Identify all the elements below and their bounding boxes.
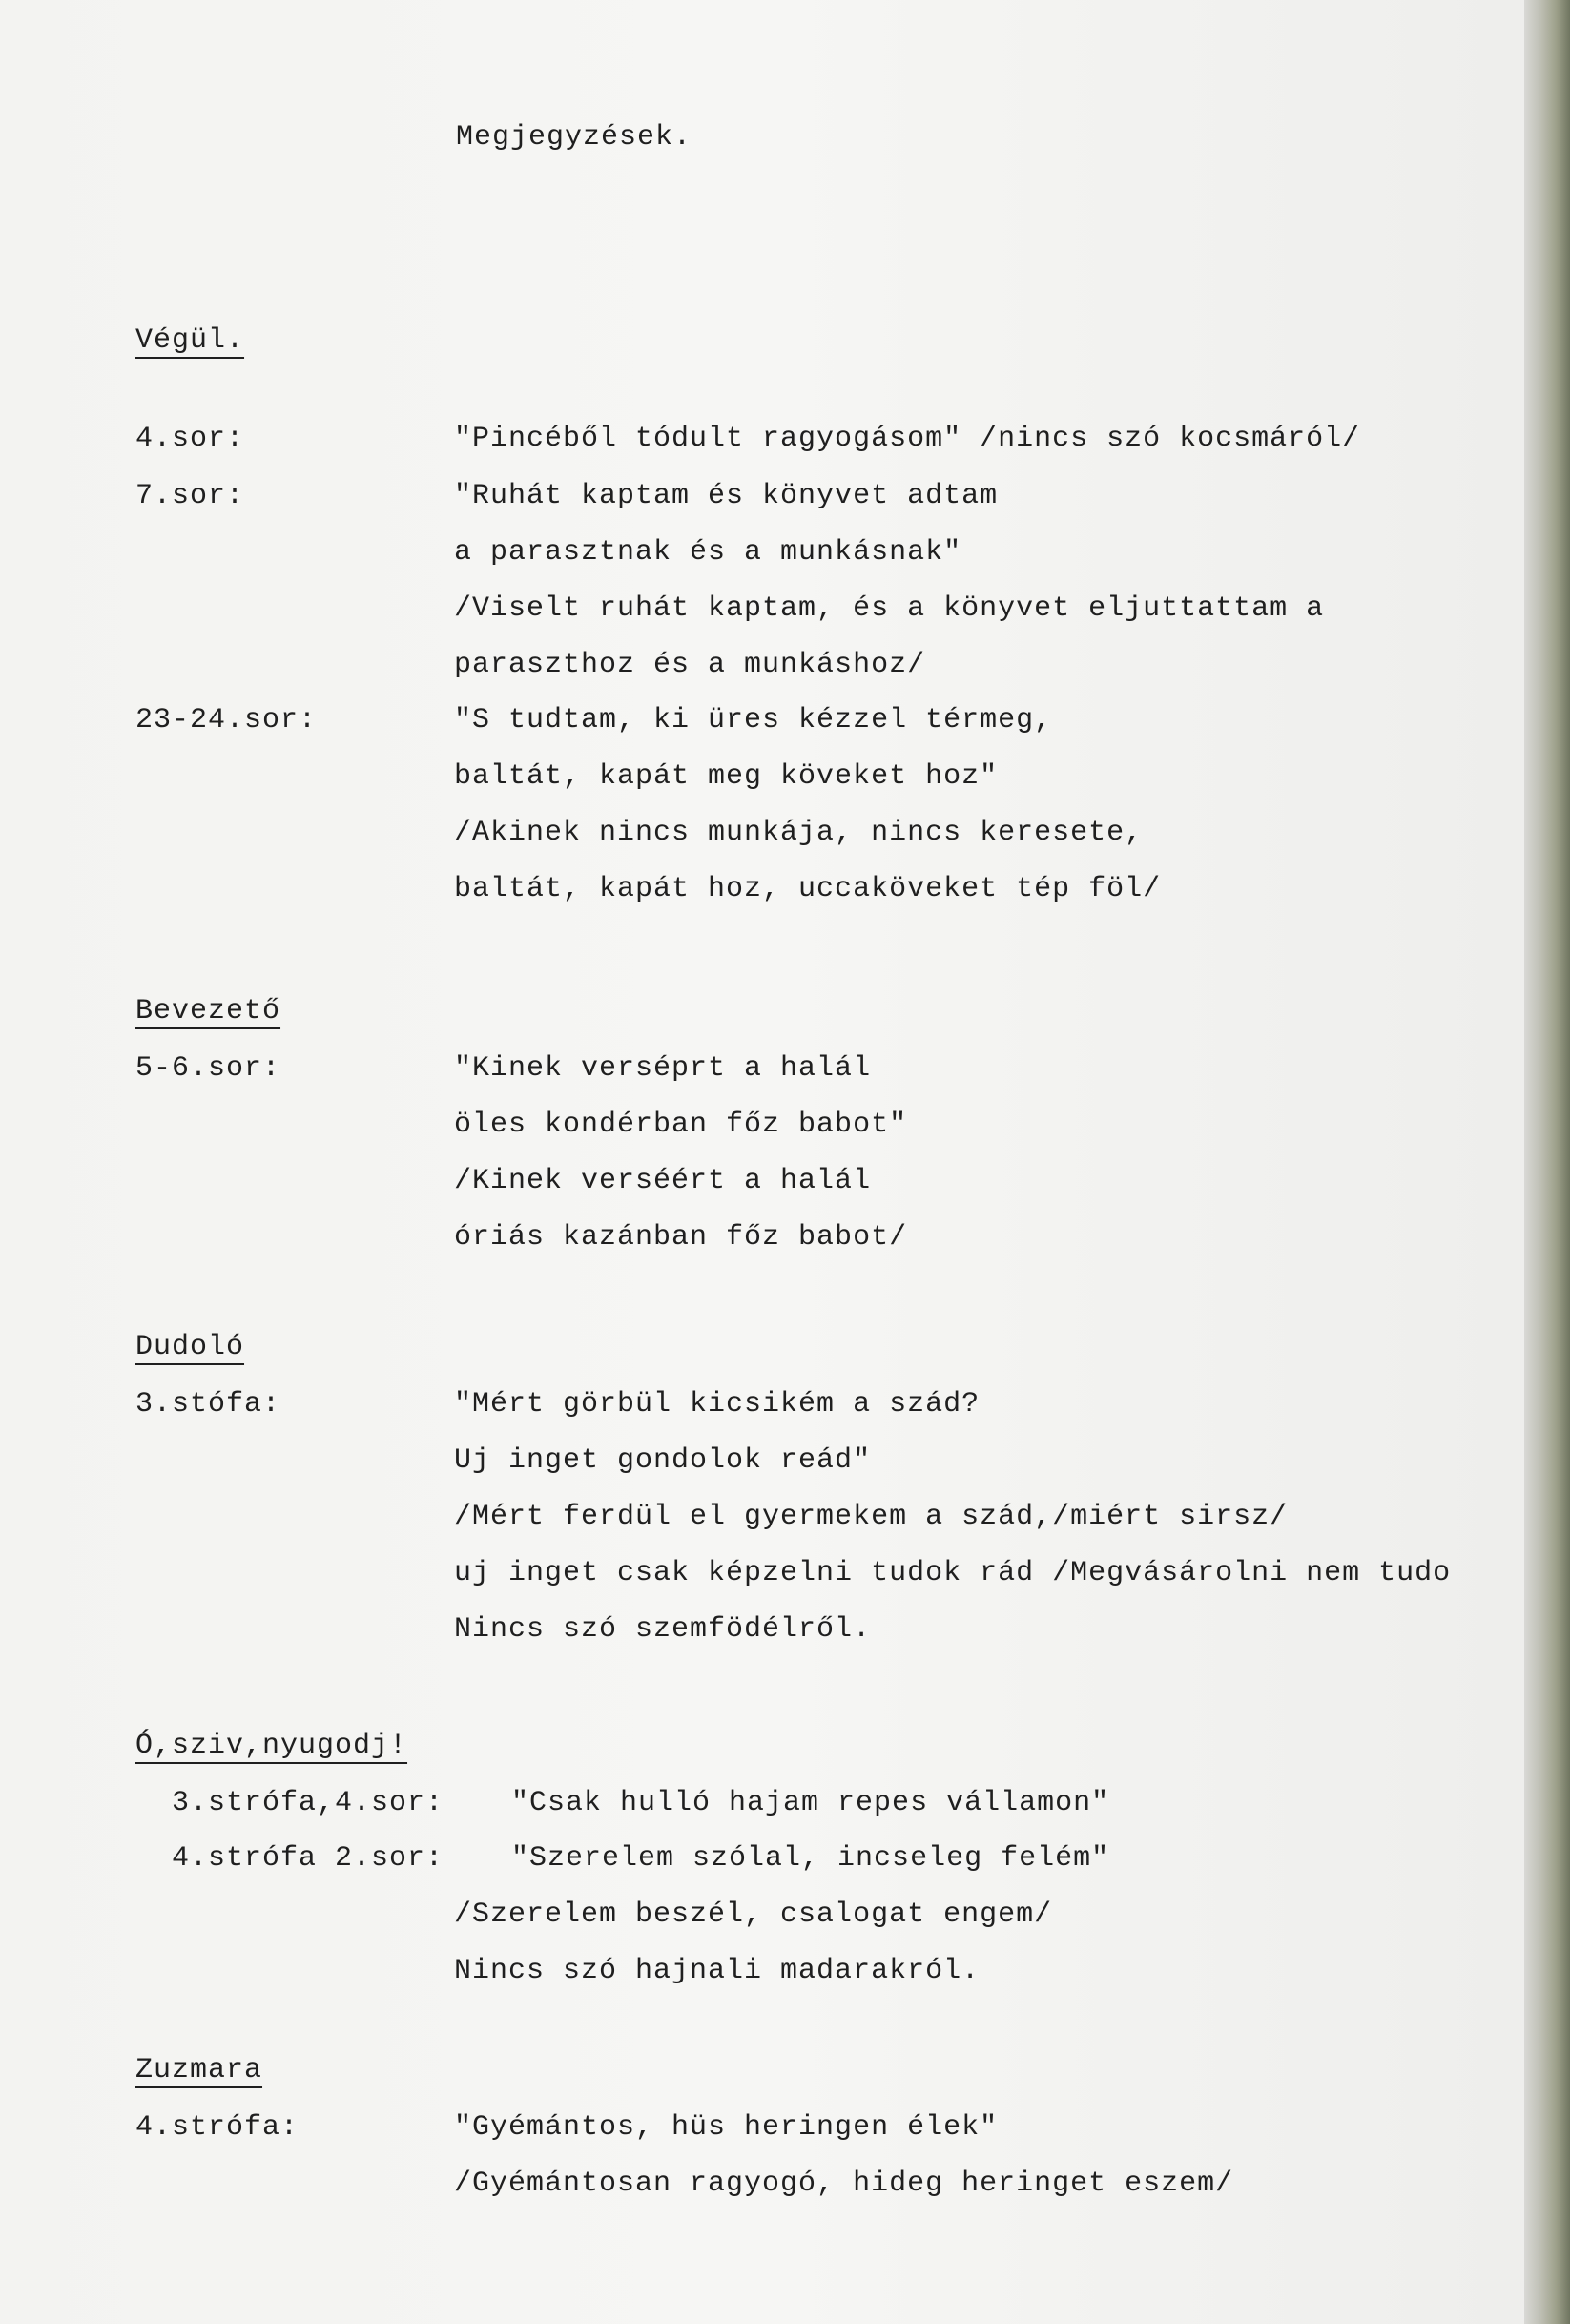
- entry-line: öles kondérban főz babot": [454, 1109, 908, 1141]
- section-heading: Bevezető: [135, 995, 281, 1027]
- entry-line: "Gyémántos, hüs heringen élek": [454, 2111, 999, 2144]
- page-edge-shadow: [1524, 0, 1570, 2324]
- entry-line: /Mért ferdül el gyermekem a szád,/miért sirsz/: [454, 1501, 1289, 1533]
- entry-label: 3.stófa:: [135, 1388, 281, 1421]
- entry-line: /Kinek verséért a halál: [454, 1165, 872, 1197]
- entry-line: Uj inget gondolok reád": [454, 1444, 872, 1477]
- section-heading: Ó,sziv,nyugodj!: [135, 1730, 408, 1762]
- entry-line: "Mért görbül kicsikém a szád?: [454, 1388, 981, 1421]
- entry-line: uj inget csak képzelni tudok rád /Megvásárolni nem tudo: [454, 1557, 1452, 1589]
- entry-label: 3.strófa,4.sor:: [172, 1787, 444, 1819]
- entry-line: "Pincéből tódult ragyogásom" /nincs szó kocsmáról/: [454, 423, 1361, 455]
- entry-line: /Akinek nincs munkája, nincs keresete,: [454, 817, 1144, 849]
- entry-line: /Gyémántosan ragyogó, hideg heringet eszem/: [454, 2168, 1234, 2200]
- entry-line: "S tudtam, ki üres kézzel térmeg,: [454, 704, 1053, 737]
- entry-label: 5-6.sor:: [135, 1052, 281, 1085]
- entry-label: 7.sor:: [135, 480, 245, 512]
- entry-label: 4.strófa:: [135, 2111, 300, 2144]
- entry-label: 23-24.sor:: [135, 704, 318, 737]
- entry-line: baltát, kapát meg köveket hoz": [454, 760, 999, 793]
- entry-line: "Szerelem szólal, incseleg felém": [511, 1842, 1110, 1875]
- entry-line: baltát, kapát hoz, uccaköveket tép föl/: [454, 873, 1162, 905]
- entry-line: /Viselt ruhát kaptam, és a könyvet eljuttattam a: [454, 592, 1325, 625]
- entry-line: "Kinek verséprt a halál: [454, 1052, 872, 1085]
- entry-label: 4.strófa 2.sor:: [172, 1842, 444, 1875]
- entry-line: óriás kazánban főz babot/: [454, 1221, 908, 1254]
- entry-line: /Szerelem beszél, csalogat engem/: [454, 1899, 1053, 1931]
- section-heading: Végül.: [135, 324, 245, 357]
- entry-line: paraszthoz és a munkáshoz/: [454, 649, 926, 681]
- entry-line: Nincs szó hajnali madarakról.: [454, 1955, 981, 1987]
- page-title: Megjegyzések.: [456, 121, 692, 154]
- section-heading: Dudoló: [135, 1331, 245, 1363]
- entry-line: "Ruhát kaptam és könyvet adtam: [454, 480, 999, 512]
- entry-line: a parasztnak és a munkásnak": [454, 536, 962, 569]
- entry-line: "Csak hulló hajam repes vállamon": [511, 1787, 1110, 1819]
- section-heading: Zuzmara: [135, 2054, 263, 2086]
- entry-label: 4.sor:: [135, 423, 245, 455]
- entry-line: Nincs szó szemfödélről.: [454, 1613, 872, 1646]
